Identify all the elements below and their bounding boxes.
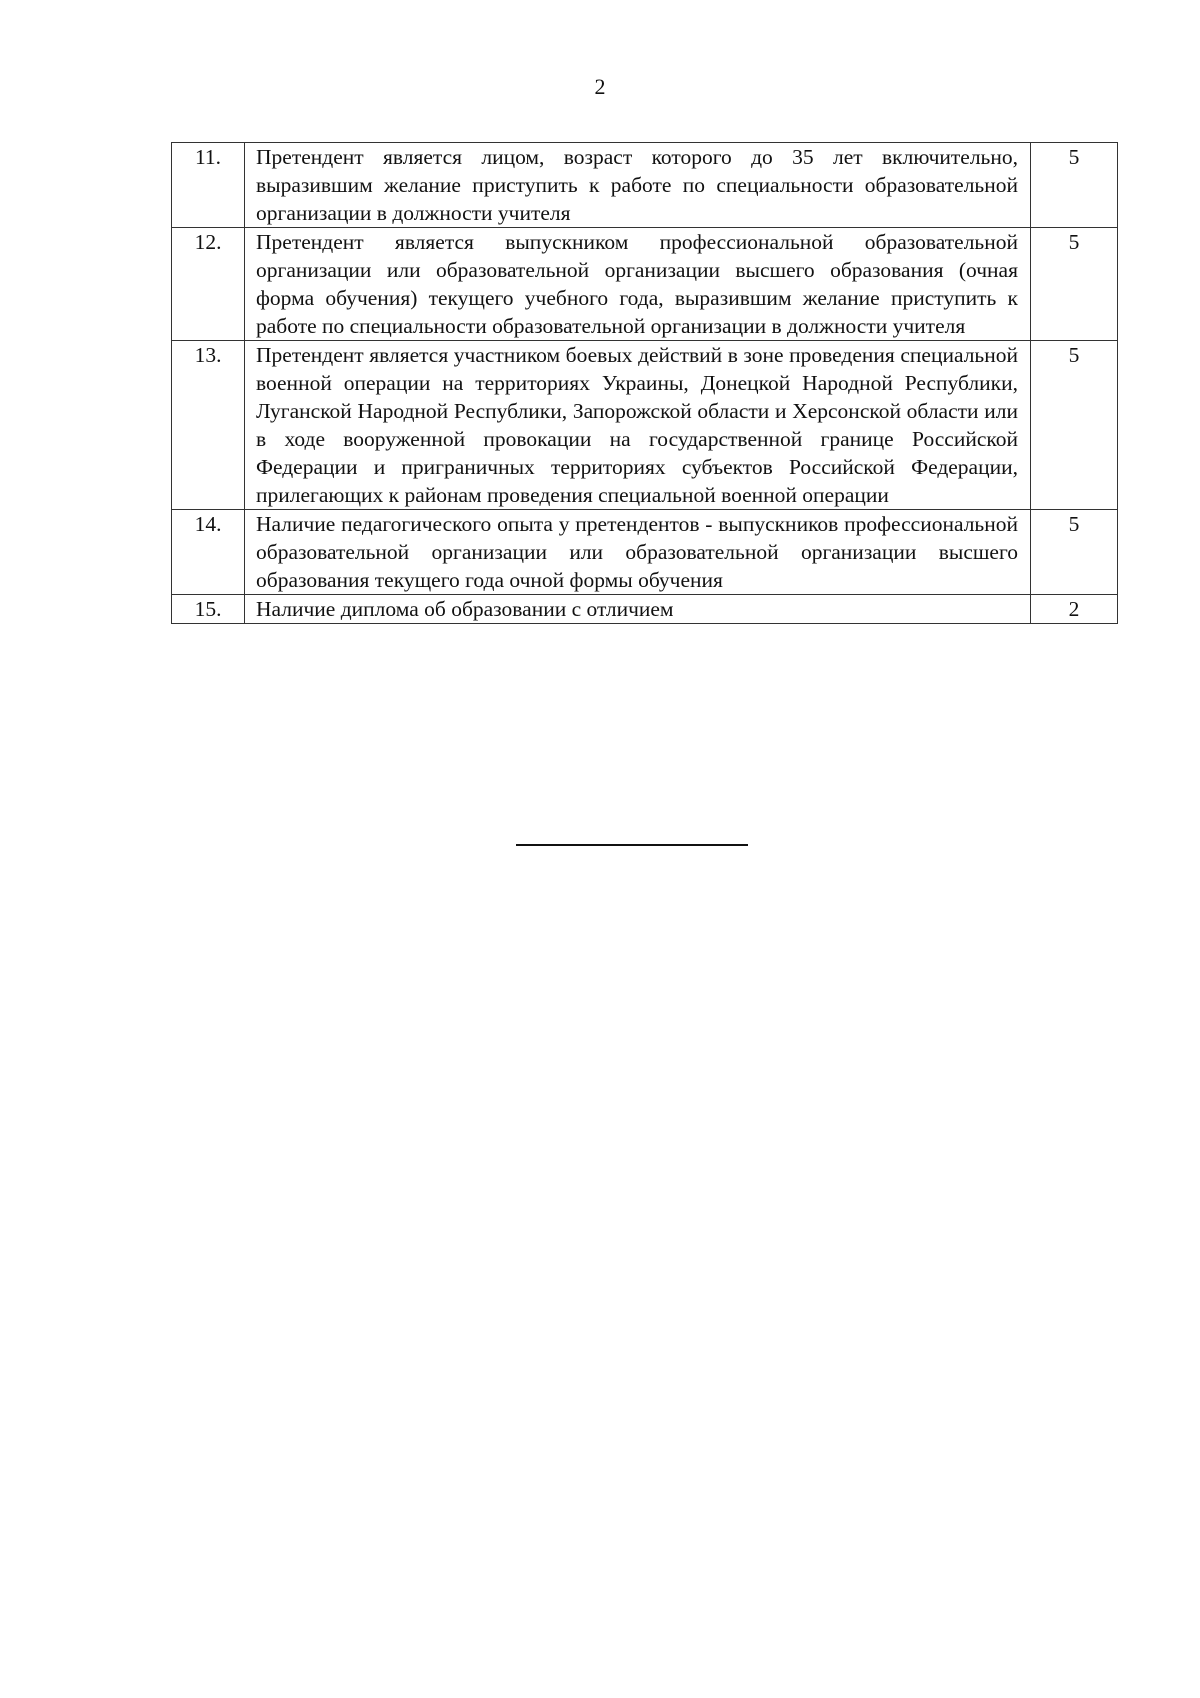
- criterion-score: 5: [1031, 228, 1118, 341]
- criterion-score: 5: [1031, 510, 1118, 595]
- table-row: [172, 595, 1118, 624]
- table-row: [172, 228, 1118, 341]
- row-number: 14.: [172, 510, 245, 595]
- criterion-text: Претендент является лицом, возраст которого до 35 лет включительно, выразившим желание приступить к работе по специальности образовательной организации в должности учителя: [245, 143, 1031, 228]
- row-number: 13.: [172, 341, 245, 510]
- criterion-text: Претендент является участником боевых действий в зоне проведения специальной военной операции на территориях Украины, Донецкой Народной Республики, Луганской Народной Республики, Запорожской области и Херсонской области или в ходе вооруженной провокации на государственной границе Российской Федерации и приграничных территориях субъектов Российской Федерации, прилегающих к районам проведения специальной военной операции: [245, 341, 1031, 510]
- criterion-score: 5: [1031, 143, 1118, 228]
- table-row: [172, 510, 1118, 595]
- criterion-text: Претендент является выпускником профессиональной образовательной организации или образовательной организации высшего образования (очная форма обучения) текущего учебного года, выразившим желание приступить к работе по специальности образовательной организации в должности учителя: [245, 228, 1031, 341]
- table-row: [172, 341, 1118, 510]
- criterion-score: 2: [1031, 595, 1118, 624]
- end-separator-line: [516, 844, 748, 846]
- row-number: 12.: [172, 228, 245, 341]
- criterion-text: Наличие педагогического опыта у претендентов - выпускников профессиональной образовательной организации или образовательной организации высшего образования текущего года очной формы обучения: [245, 510, 1031, 595]
- criterion-score: 5: [1031, 341, 1118, 510]
- page-number: 2: [594, 74, 606, 99]
- table-row: [172, 143, 1118, 228]
- row-number: 15.: [172, 595, 245, 624]
- criteria-table: [171, 142, 1118, 624]
- criterion-text: Наличие диплома об образовании с отличием: [245, 595, 1031, 624]
- row-number: 11.: [172, 143, 245, 228]
